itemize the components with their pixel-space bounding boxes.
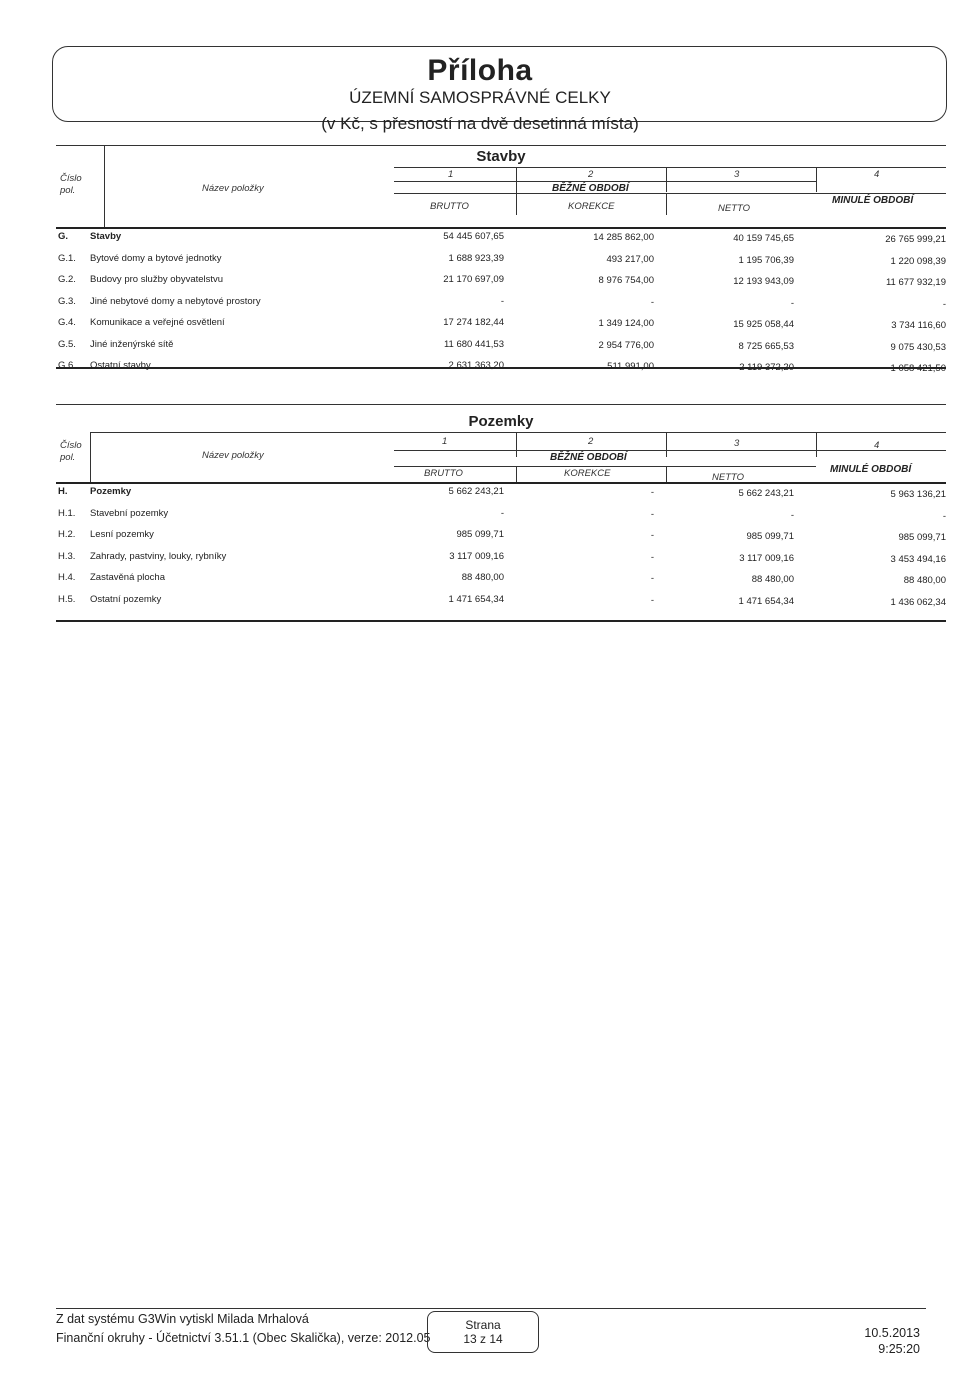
row-code: G. — [58, 231, 69, 242]
cell-brutto: 2 631 363,20 — [448, 360, 504, 371]
row-name: Ostatní stavby — [90, 360, 151, 371]
column-divider — [516, 181, 517, 215]
table-row — [56, 551, 946, 571]
table-row — [56, 529, 946, 549]
cell-minule: 3 453 494,16 — [890, 553, 946, 565]
header-divider — [394, 450, 946, 451]
cell-korekce: - — [650, 296, 654, 308]
row-code: H.3. — [58, 550, 76, 562]
cell-netto: 12 193 943,09 — [733, 276, 794, 287]
units-note: (v Kč, s přesností na dvě desetinná místa) — [321, 114, 639, 133]
cell-korekce: - — [650, 551, 654, 563]
page-title: Příloha — [427, 54, 533, 87]
cell-brutto: 1 471 654,34 — [448, 593, 504, 605]
table-row — [56, 572, 946, 592]
footer-rule — [56, 1308, 926, 1309]
table-row — [56, 486, 946, 506]
table-top-border — [56, 145, 946, 146]
header-korekce: KOREKCE — [564, 468, 611, 479]
column-divider — [516, 432, 517, 457]
cell-minule: 1 220 098,39 — [890, 255, 946, 267]
row-code: H.5. — [58, 593, 76, 605]
table-top-border — [56, 404, 946, 405]
row-code: G.5. — [58, 338, 76, 350]
cell-netto: 5 662 243,21 — [738, 488, 794, 499]
column-divider — [666, 466, 667, 482]
cell-minule: - — [942, 510, 946, 522]
cell-minule: 26 765 999,21 — [885, 234, 946, 245]
row-code: G.3. — [58, 295, 76, 307]
cell-korekce: 2 954 776,00 — [598, 339, 654, 351]
cell-minule: 3 734 116,60 — [891, 320, 946, 331]
cell-korekce: 493 217,00 — [606, 253, 654, 265]
cell-netto: 2 119 372,20 — [739, 362, 794, 373]
row-name: Stavby — [90, 231, 122, 242]
header-bezne-obdobi: BĚŽNÉ OBDOBÍ — [550, 452, 627, 463]
stavby-section — [56, 145, 946, 375]
cell-brutto: 88 480,00 — [461, 572, 504, 583]
header-col1: 1 — [448, 169, 454, 180]
cell-korekce: - — [650, 594, 654, 606]
table-row — [56, 253, 946, 273]
cell-brutto: 985 099,71 — [456, 529, 504, 540]
table-row — [56, 508, 946, 528]
header-bottom-border — [56, 227, 946, 229]
row-name: Komunikace a veřejné osvětlení — [90, 317, 225, 328]
table-row — [56, 339, 946, 359]
column-divider — [666, 432, 667, 457]
row-code: G.2. — [58, 274, 76, 285]
cell-korekce: 1 349 124,00 — [598, 318, 654, 329]
page-subtitle: ÚZEMNÍ SAMOSPRÁVNÉ CELKY — [349, 88, 611, 107]
header-col3: 3 — [734, 438, 740, 449]
cell-minule: 11 677 932,19 — [885, 277, 946, 288]
cell-netto: 8 725 665,53 — [738, 340, 794, 352]
header-divider — [394, 193, 946, 194]
page-number-box — [427, 1311, 539, 1353]
cell-netto: 40 159 745,65 — [733, 233, 794, 244]
cell-netto: 88 480,00 — [751, 574, 794, 585]
cell-brutto: - — [500, 507, 504, 519]
pozemky-section — [56, 404, 946, 624]
row-code: G.6. — [58, 360, 76, 371]
header-divider — [90, 432, 946, 433]
cell-netto: 3 117 009,16 — [739, 552, 794, 564]
cell-korekce: 511 991,00 — [607, 361, 654, 372]
cell-korekce: - — [650, 487, 654, 498]
header-divider — [394, 466, 816, 467]
section-title: Pozemky — [468, 413, 534, 430]
cell-korekce: 14 285 862,00 — [593, 232, 654, 243]
header-bottom-border — [56, 482, 946, 484]
header-cislo: Číslo — [60, 440, 82, 451]
cell-brutto: 54 445 607,65 — [443, 231, 504, 242]
cell-korekce: - — [650, 530, 654, 541]
header-brutto: BRUTTO — [424, 468, 463, 479]
cell-korekce: 8 976 754,00 — [598, 275, 654, 286]
cell-brutto: - — [500, 295, 504, 307]
row-name: Pozemky — [90, 486, 132, 497]
cell-korekce: - — [650, 573, 654, 584]
table-bottom-border — [56, 367, 946, 369]
column-divider — [816, 432, 817, 457]
header-nazev: Název položky — [202, 450, 264, 461]
print-date: 10.5.2013 — [864, 1326, 920, 1340]
column-divider — [666, 193, 667, 215]
row-name: Budovy pro služby obyvatelstvu — [90, 274, 224, 285]
cell-minule: 985 099,71 — [898, 532, 946, 543]
row-name: Stavební pozemky — [90, 507, 169, 519]
row-name: Ostatní pozemky — [90, 593, 162, 605]
page-label: Strana — [465, 1318, 501, 1332]
header-brutto: BRUTTO — [430, 201, 469, 212]
cell-minule: 88 480,00 — [903, 575, 946, 586]
header-minule-obdobi: MINULÉ OBDOBÍ — [830, 464, 912, 475]
cell-minule: 9 075 430,53 — [890, 341, 946, 353]
cell-brutto: 21 170 697,09 — [443, 274, 504, 285]
header-col2: 2 — [588, 169, 594, 180]
row-name: Bytové domy a bytové jednotky — [90, 252, 222, 264]
column-divider — [666, 167, 667, 192]
row-code: H.1. — [58, 507, 76, 519]
row-name: Lesní pozemky — [90, 529, 154, 540]
header-pol: pol. — [60, 185, 76, 196]
table-bottom-border — [56, 620, 946, 622]
cell-netto: 985 099,71 — [746, 531, 794, 542]
cell-netto: 1 195 706,39 — [738, 254, 794, 266]
header-bezne-obdobi: BĚŽNÉ OBDOBÍ — [552, 183, 629, 194]
cell-minule: 5 963 136,21 — [890, 489, 946, 500]
row-code: H.4. — [58, 572, 76, 583]
cell-brutto: 17 274 182,44 — [443, 317, 504, 328]
column-divider — [816, 167, 817, 192]
table-row — [56, 317, 946, 337]
cell-netto: - — [790, 509, 794, 521]
cell-korekce: - — [650, 508, 654, 520]
header-minule-obdobi: MINULÉ OBDOBÍ — [832, 195, 914, 206]
section-title: Stavby — [476, 148, 526, 165]
cell-brutto: 1 688 923,39 — [448, 252, 504, 264]
header-netto: NETTO — [712, 472, 745, 483]
row-name: Zahrady, pastviny, louky, rybníky — [90, 550, 227, 562]
header-divider — [394, 167, 946, 168]
header-col4: 4 — [874, 440, 880, 451]
header-col3: 3 — [734, 169, 740, 180]
table-row — [56, 360, 946, 380]
column-divider — [90, 432, 91, 482]
table-row — [56, 296, 946, 316]
cell-minule: 1 058 421,50 — [890, 363, 946, 374]
footer-printed-by: Z dat systému G3Win vytiskl Milada Mrhalová — [56, 1312, 309, 1326]
cell-netto: - — [790, 297, 794, 309]
cell-minule: 1 436 062,34 — [890, 596, 946, 608]
row-name: Zastavěná plocha — [90, 572, 165, 583]
header-divider — [394, 181, 816, 182]
row-name: Jiné inženýrské sítě — [90, 338, 174, 350]
column-divider — [104, 145, 105, 227]
row-code: H. — [58, 486, 68, 497]
footer-system-info: Finanční okruhy - Účetnictví 3.51.1 (Obec Skalička), verze: 2012.05 — [56, 1331, 431, 1345]
header-nazev: Název položky — [202, 183, 264, 194]
cell-brutto: 3 117 009,16 — [449, 550, 504, 562]
header-col4: 4 — [874, 169, 880, 180]
header-korekce: KOREKCE — [568, 201, 615, 212]
print-time: 9:25:20 — [878, 1342, 920, 1356]
header-pol: pol. — [60, 452, 76, 463]
page-number: 13 z 14 — [463, 1332, 503, 1346]
cell-brutto: 11 680 441,53 — [443, 338, 504, 350]
header-cislo: Číslo — [60, 173, 82, 184]
table-row — [56, 594, 946, 614]
row-code: G.4. — [58, 317, 76, 328]
cell-netto: 15 925 058,44 — [733, 319, 794, 330]
cell-netto: 1 471 654,34 — [738, 595, 794, 607]
header-netto: NETTO — [718, 203, 751, 214]
table-row — [56, 231, 946, 251]
row-name: Jiné nebytové domy a nebytové prostory — [90, 295, 261, 307]
cell-brutto: 5 662 243,21 — [448, 486, 504, 497]
column-divider — [516, 466, 517, 482]
row-code: G.1. — [58, 252, 76, 264]
header-col1: 1 — [442, 436, 448, 447]
header-col2: 2 — [588, 436, 594, 447]
cell-minule: - — [942, 298, 946, 310]
table-row — [56, 274, 946, 294]
row-code: H.2. — [58, 529, 76, 540]
